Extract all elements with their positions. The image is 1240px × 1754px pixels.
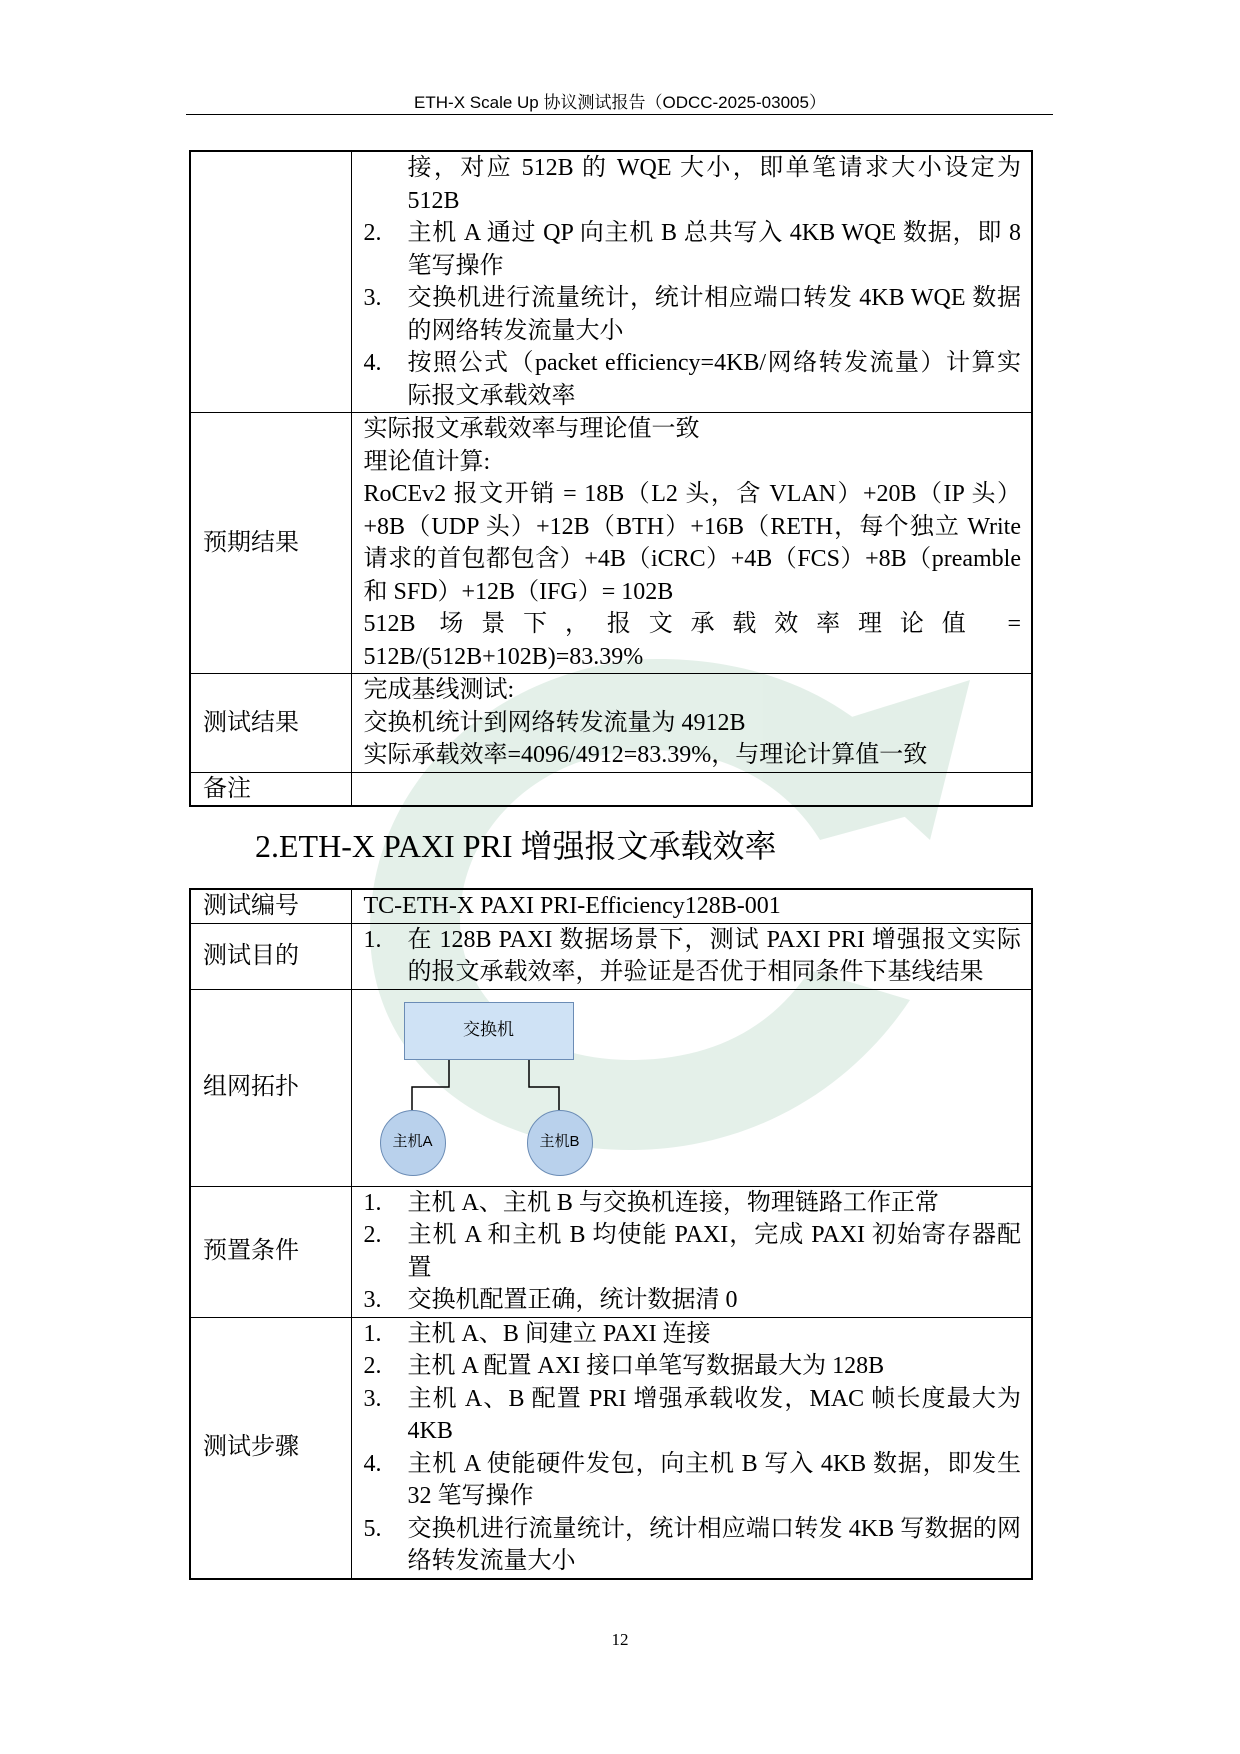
- list-item: 2. 主机 A 配置 AXI 接口单笔写数据最大为 128B: [363, 1353, 885, 1379]
- preconditions-cell: [351, 1186, 1032, 1317]
- preconditions-label: 预置条件: [190, 1186, 351, 1317]
- host-a-node: 主机A: [380, 1110, 446, 1176]
- steps-label: 测试步骤: [190, 1317, 351, 1579]
- purpose-cell: [351, 923, 1032, 989]
- list-item: 4. 按照公式（packet efficiency=4KB/网络转发流量）计算实际报文承载效率: [363, 350, 1021, 409]
- table-row-expected: [190, 413, 1032, 674]
- list-item: 5. 交换机进行流量统计，统计相应端口转发 4KB 写数据的网络转发流量大小: [363, 1515, 1021, 1574]
- section-heading: 2.ETH-X PAXI PRI 增强报文承载效率: [255, 828, 777, 864]
- purpose-list: [364, 924, 1022, 989]
- result-line: 完成基线测试:: [363, 677, 515, 703]
- topology-label: 组网拓扑: [190, 989, 351, 1186]
- expected-line: 理论值计算:: [363, 448, 491, 475]
- list-item: 3. 交换机配置正确，统计数据清 0: [363, 1287, 738, 1313]
- steps-list: [364, 1318, 1022, 1578]
- result-line: 交换机统计到网络转发流量为 4912B: [363, 709, 746, 736]
- result-cell: [351, 674, 1032, 773]
- host-b-node: 主机B: [527, 1110, 593, 1176]
- wire-to-host-b: [529, 1058, 559, 1110]
- page-number: 12: [611, 1630, 629, 1649]
- result-label: 测试结果: [190, 674, 351, 773]
- test-case-table-continued: [189, 150, 1033, 807]
- list-item: 3. 交换机进行流量统计，统计相应端口转发 4KB WQE 数据的网络转发流量大小: [363, 285, 1021, 344]
- steps-label-cell: [190, 151, 351, 413]
- page-header: ETH-X Scale Up 协议测试报告（ODCC-2025-03005）: [414, 93, 826, 112]
- list-item: 接，对应 512B 的 WQE 大小，即单笔请求大小设定为 512B: [407, 155, 1021, 214]
- preconditions-list: [364, 1187, 1022, 1317]
- list-item: 2. 主机 A 和主机 B 均使能 PAXI，完成 PAXI 初始寄存器配置: [363, 1222, 1021, 1281]
- steps-list: [364, 152, 1022, 412]
- table-row-purpose: [190, 923, 1032, 989]
- table-row-steps: [190, 1317, 1032, 1579]
- list-item: 1. 主机 A、B 间建立 PAXI 连接: [363, 1320, 711, 1347]
- table-row-result: [190, 674, 1032, 773]
- wire-to-host-a: [412, 1058, 449, 1110]
- test-case-table: [189, 888, 1033, 1580]
- result-line: 实际承载效率=4096/4912=83.39%，与理论计算值一致: [363, 742, 928, 768]
- expected-label: 预期结果: [190, 413, 351, 674]
- table-row-preconditions: [190, 1186, 1032, 1317]
- expected-line: 实际报文承载效率与理论值一致: [363, 416, 700, 442]
- table-row-topology: [190, 989, 1032, 1186]
- list-item: 3. 主机 A、B 配置 PRI 增强承载收发，MAC 帧长度最大为 4KB: [363, 1385, 1021, 1444]
- purpose-label: 测试目的: [190, 923, 351, 989]
- list-item: 2. 主机 A 通过 QP 向主机 B 总共写入 4KB WQE 数据，即 8 笔写操作: [363, 220, 1021, 279]
- switch-node: 交换机: [404, 1002, 574, 1060]
- remarks-label: 备注: [190, 772, 351, 806]
- expected-cell: [351, 413, 1032, 674]
- steps-cell: [351, 1317, 1032, 1579]
- list-item: 1. 主机 A、主机 B 与交换机连接，物理链路工作正常: [363, 1189, 939, 1216]
- topology-diagram: [364, 990, 1022, 1186]
- remarks-cell: [351, 772, 1032, 806]
- expected-line: 512B 场景下，报文承载效率理论值 = 512B/(512B+102B)=83.39%: [363, 611, 1021, 670]
- test-id-label: 测试编号: [190, 889, 351, 923]
- topology-cell: [351, 989, 1032, 1186]
- table-row-id: [190, 889, 1032, 923]
- table-row-steps-continued: [190, 151, 1032, 413]
- expected-line: RoCEv2 报文开销 = 18B（L2 头，含 VLAN）+20B（IP 头）+8B（UDP 头）+12B（BTH）+16B（RETH，每个独立 Write 请求的首包都包含）+4B（iCRC）+4B（FCS）+8B（preamble 和 SFD）+12B（IFG）= 102B: [363, 481, 1021, 605]
- steps-cell: [351, 151, 1032, 413]
- test-id-value: TC-ETH-X PAXI PRI-Efficiency128B-001: [351, 889, 1032, 923]
- header-rule: [186, 114, 1053, 115]
- list-item: 4. 主机 A 使能硬件发包，向主机 B 写入 4KB 数据，即发生 32 笔写操作: [363, 1450, 1021, 1509]
- list-item: 1. 在 128B PAXI 数据场景下，测试 PAXI PRI 增强报文实际的报文承载效率，并验证是否优于相同条件下基线结果: [363, 926, 1021, 985]
- table-row-remarks: [190, 772, 1032, 806]
